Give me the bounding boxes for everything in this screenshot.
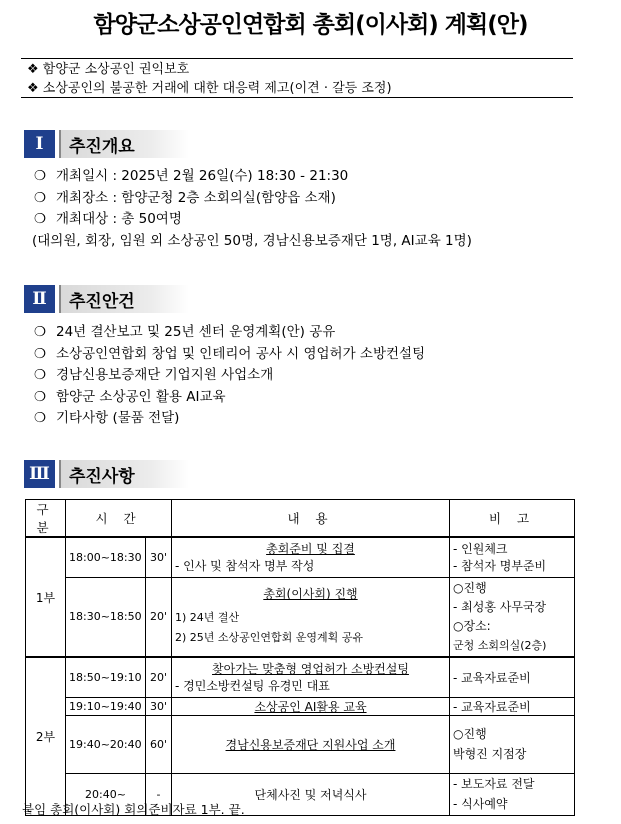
table-header-row [26,500,575,538]
list-item: ❍ 개최장소 : 함양군청 2층 소회의실(함양읍 소재) [34,189,336,206]
section-header-3 [24,460,189,488]
table-row: 20:40~ - 단체사진 및 저녁식사 - 보도자료 전달 - 식사예약 [26,773,575,815]
purpose-box [21,58,573,98]
header-content: 내 용 [172,500,450,538]
list-item: ❍ 소상공인연합회 창업 및 인테리어 공사 시 영업허가 소방컨설팅 [34,345,426,362]
schedule-table [25,499,575,816]
header-division: 구 분 [26,500,66,538]
list-item: ❍ 개최대상 : 총 50여명 [34,211,182,227]
part-label: 1부 [26,537,66,657]
header-time: 시 간 [66,500,172,538]
purpose-line-1: ❖ 함양군 소상공인 권익보호 [27,62,190,77]
page-title: 함양군소상공인연합회 총회(이사회) 계획(안) [93,12,528,38]
table-row: 19:40~20:40 60' 경남신용보증재단 지원사업 소개 ○진행 박형진 지점장 [26,715,575,773]
table-row: 1부 18:00~18:30 30' 총회준비 및 집결 - 인사 및 참석자 명부 작성 - 인원체크 - 참석자 명부준비 [26,537,575,577]
table-row: 18:30~18:50 20' 총회(이사회) 진행 1) 24년 결산 2) 25년 소상공인연합회 운영계획 공유 ○진행 - 최성홍 사무국장 ○장소: 군청 소회의실(2층) [26,577,575,657]
purpose-line-2: ❖ 소상공인의 불공한 거래에 대한 대응력 제고(이견 · 갈등 조정) [27,81,392,96]
list-item: ❍ 함양군 소상공인 활용 AI교육 [34,388,226,405]
overview-list [34,166,472,252]
section-number-3: Ⅲ [24,460,55,488]
agenda-list [34,322,425,430]
footer-note: 붙임 총회(이사회) 회의준비자료 1부. 끝. [22,802,245,817]
list-item: ❍ 개최일시 : 2025년 2월 26일(수) 18:30 - 21:30 [34,168,349,184]
section-number-1: Ⅰ [24,130,55,158]
section-title-3: 추진사항 [59,460,189,488]
part-label: 2부 [26,657,66,815]
table-row: 19:10~19:40 30' 소상공인 AI활용 교육 - 교육자료준비 [26,697,575,715]
list-item: ❍ 경남신용보증재단 기업지원 사업소개 [34,367,274,383]
header-note: 비 고 [450,500,575,538]
section-title-2: 추진안건 [59,285,189,313]
table-row: 2부 18:50~19:10 20' 찾아가는 맞춤형 영업허가 소방컨설팅 - 경민소방컨설팅 유경민 대표 - 교육자료준비 [26,657,575,697]
overview-note: (대의원, 회장, 임원 외 소상공인 50명, 경남신용보증재단 1명, AI교육 1명) [32,232,472,249]
list-item: ❍ 24년 결산보고 및 25년 센터 운영계획(안) 공유 [34,324,336,340]
section-number-2: Ⅱ [24,285,55,313]
section-title-1: 추진개요 [59,130,189,158]
section-header-1 [24,130,189,158]
list-item: ❍ 기타사항 (물품 전달) [34,410,180,426]
section-header-2 [24,285,189,313]
